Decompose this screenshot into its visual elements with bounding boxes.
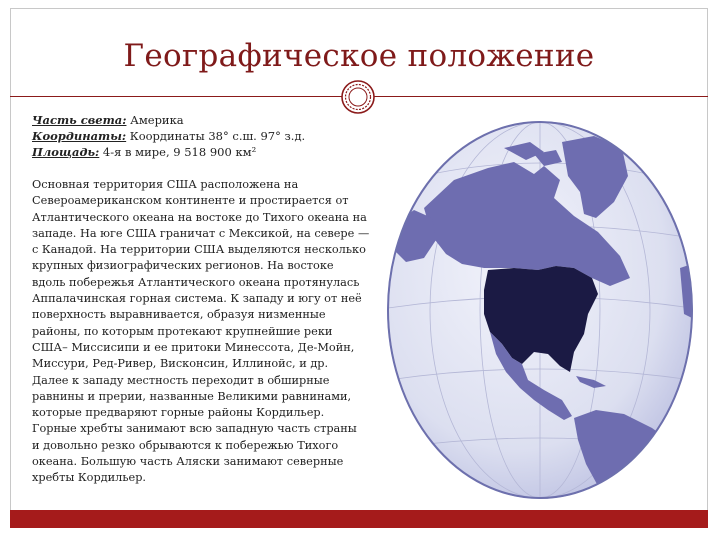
body-line: равнины и прерии, названные Великими равнинами,	[32, 389, 352, 403]
body-line: хребты Кордильер.	[32, 471, 147, 485]
body-line: районы, по которым протекают крупнейшие реки	[32, 324, 333, 338]
fact-region-value: Америка	[126, 113, 184, 127]
body-line: Далее к западу местность переходит в обширные	[32, 373, 330, 387]
fact-area	[32, 144, 402, 160]
body-line: океана. Большую часть Аляски занимают северные	[32, 455, 344, 469]
bottom-accent-bar	[10, 510, 708, 528]
body-line: вдоль побережья Атлантического океана протянулась	[32, 275, 360, 289]
body-line: Аппалачинская горная система. К западу и югу от неё	[32, 292, 362, 306]
body-line: которые предваряют горные районы Кордильер.	[32, 406, 325, 420]
fact-region-label: Часть света:	[32, 113, 127, 127]
body-line: Североамериканском континенте и простирается от	[32, 194, 349, 208]
globe-map-icon	[384, 118, 696, 502]
body-line: Атлантического океана на востоке до Тихого океана на	[32, 210, 367, 224]
slide-title: Географическое положение	[123, 38, 595, 74]
fact-area-label: Площадь:	[32, 145, 100, 159]
body-line: и довольно резко обрываются к побережью Тихого	[32, 438, 339, 452]
body-line: Горные хребты занимают всю западную часть страны	[32, 422, 357, 436]
body-line: США– Миссисипи и ее притоки Минессота, Де-Мойн,	[32, 340, 355, 354]
body-line: крупных физиографических регионов. На востоке	[32, 259, 334, 273]
fact-region	[32, 112, 402, 128]
body-line: Основная территория США расположена на	[32, 178, 299, 191]
description-text	[32, 177, 400, 487]
body-line: поверхность выравнивается, образуя низменные	[32, 308, 326, 322]
fact-area-value: 4-я в мире, 9 518 900 км²	[99, 145, 257, 159]
fact-coordinates-label: Координаты:	[32, 129, 127, 143]
body-line: западе. На юге США граничат с Мексикой, на севере —	[32, 226, 370, 240]
circle-ornament-icon	[340, 79, 376, 115]
fact-coordinates	[32, 128, 402, 144]
body-line: с Канадой. На территории США выделяются несколько	[32, 243, 366, 257]
fact-coordinates-value: Координаты 38° с.ш. 97° з.д.	[126, 129, 306, 143]
facts-block	[32, 112, 402, 160]
body-line: Миссури, Ред-Ривер, Висконсин, Иллинойс, и др.	[32, 357, 329, 371]
